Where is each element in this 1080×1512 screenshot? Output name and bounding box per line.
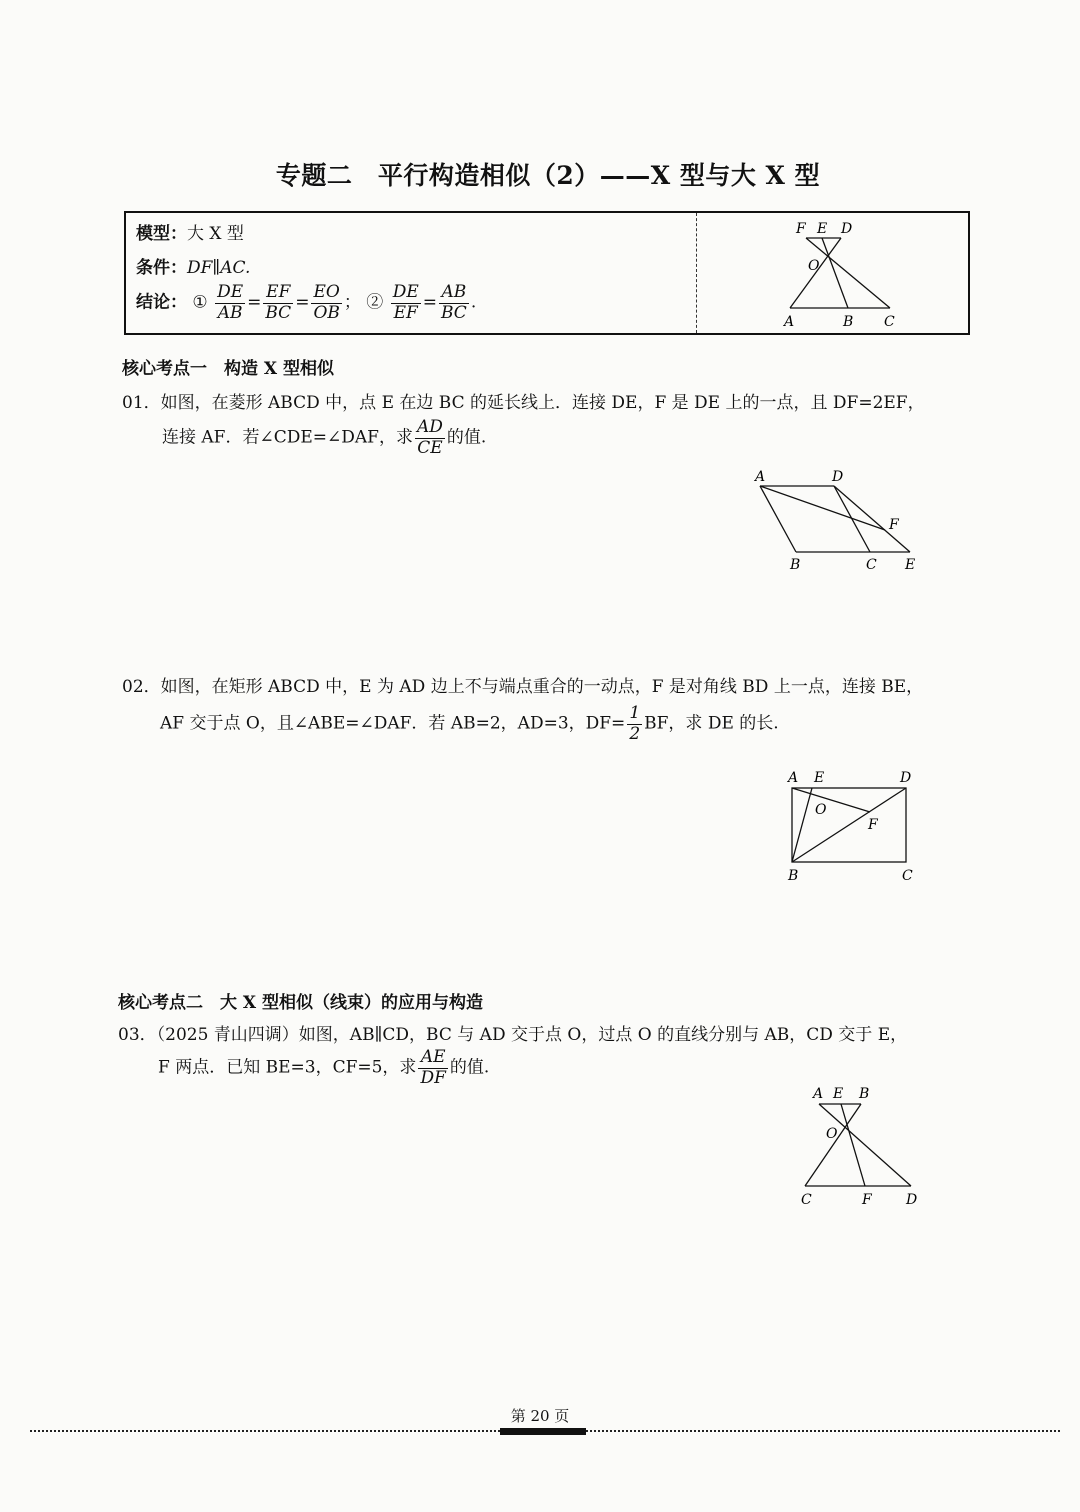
segment-eb [822,238,848,308]
model-type-value: 大 X 型 [187,224,244,244]
fraction-denominator: BC [440,302,467,323]
question-1-line-1: 01．如图，在菱形 ABCD 中，点 E 在边 BC 的延长线上．连接 DE，F 是 DE 上的一点，且 DF=2EF， [122,393,925,413]
fraction-ab-bc [439,283,469,323]
section-2-heading: 核心考点二 大 X 型相似（线束）的应用与构造 [118,993,484,1013]
label-f: F [889,517,899,533]
fraction-denominator: CE [417,437,443,458]
question-3-line-1: 03．（2025 青山四调）如图，AB∥CD，BC 与 AD 交于点 O，过点 O 的直线分别与 AB，CD 交于 E， [118,1025,908,1045]
label-e: E [814,770,825,786]
figure-3-big-x [795,1082,925,1212]
section-1-heading: 核心考点一 构造 X 型相似 [122,359,335,379]
label-c: C [902,868,913,884]
label-a: A [788,770,799,786]
fraction-ef-bc [263,283,293,323]
label-f: F [862,1192,872,1208]
equals-sign: = [422,292,437,313]
model-type-label: 模型： [136,224,187,244]
fraction-numerator: AE [418,1048,447,1069]
label-c: C [884,314,895,330]
fraction-de-ef [391,283,421,323]
label-d: D [900,770,912,786]
label-e: E [905,557,916,573]
footer-bar [500,1428,586,1435]
fraction-ae-df [418,1048,447,1088]
label-f: F [868,817,878,833]
figure-2-rectangle [780,768,920,888]
fraction-numerator: EO [311,283,341,304]
fraction-denominator: AB [217,302,243,323]
equals-sign: = [247,292,262,313]
question-2-suffix: BF，求 DE 的长. [644,713,779,734]
label-b: B [843,314,854,330]
period: . [470,292,477,313]
fraction-numerator: DE [217,282,244,302]
label-d: D [841,221,853,237]
equals-sign: = [295,292,310,313]
label-d: D [832,469,844,485]
fraction-eo-ob [311,283,341,323]
label-a: A [784,314,795,330]
question-3-suffix: 的值. [449,1057,490,1078]
conclusion-marker-1: ① [192,292,208,313]
fraction-denominator: OB [313,302,340,323]
segment-ab [760,486,796,552]
question-2-line-1: 02．如图，在矩形 ABCD 中，E 为 AD 边上不与端点重合的一动点，F 是对角线 BD 上一点，连接 BE， [122,677,924,697]
question-2-line-2 [160,704,779,744]
fraction-numerator: EF [263,283,293,304]
label-b: B [790,557,801,573]
fraction-denominator: 2 [629,723,641,744]
fraction-denominator: DF [420,1067,446,1088]
label-o: O [826,1126,838,1142]
label-o: O [808,258,820,274]
fraction-denominator: EF [393,302,418,323]
separator: ； [343,292,361,313]
question-1-line-2 [162,418,486,458]
page-title: 专题二 平行构造相似（2）——X 型与大 X 型 [275,161,821,190]
label-o: O [815,802,827,818]
model-condition-line [136,253,250,278]
fraction-one-half [627,704,642,744]
segment-af [792,788,870,812]
page-number: 第 20 页 [510,1407,570,1425]
fraction-numerator: AD [416,417,443,437]
conclusion-marker-2: ② [366,292,384,313]
label-c: C [801,1192,812,1208]
question-1-suffix: 的值. [446,427,487,448]
model-conclusion-line [136,283,476,323]
model-condition-value: DF∥AC. [187,258,251,278]
figure-1-rhombus [750,468,930,578]
question-1-text: 连接 AF．若∠CDE=∠DAF，求 [162,427,413,448]
label-f: F [796,221,806,237]
fraction-numerator: AB [439,283,469,304]
model-box-divider [696,213,697,333]
label-c: C [866,557,877,573]
label-b: B [788,868,799,884]
question-3-line-2 [158,1048,489,1088]
fraction-ad-ce [415,418,445,458]
label-e: E [833,1086,844,1102]
fraction-denominator: BC [265,302,292,323]
label-d: D [906,1192,918,1208]
question-2-text: AF 交于点 O，且∠ABE=∠DAF．若 AB=2，AD=3，DF= [160,713,626,734]
model-condition-label: 条件： [136,258,187,278]
model-figure [780,220,910,335]
model-type-line [136,219,244,244]
label-a: A [755,469,766,485]
fraction-numerator: DE [392,282,419,302]
fraction-numerator: 1 [629,703,641,723]
label-b: B [859,1086,870,1102]
label-e: E [817,221,828,237]
model-conclusion-label: 结论： [136,292,187,313]
label-a: A [813,1086,824,1102]
segment-af [760,486,885,530]
question-3-text: F 两点．已知 BE=3，CF=5，求 [158,1057,417,1078]
fraction-de-ab [215,283,245,323]
